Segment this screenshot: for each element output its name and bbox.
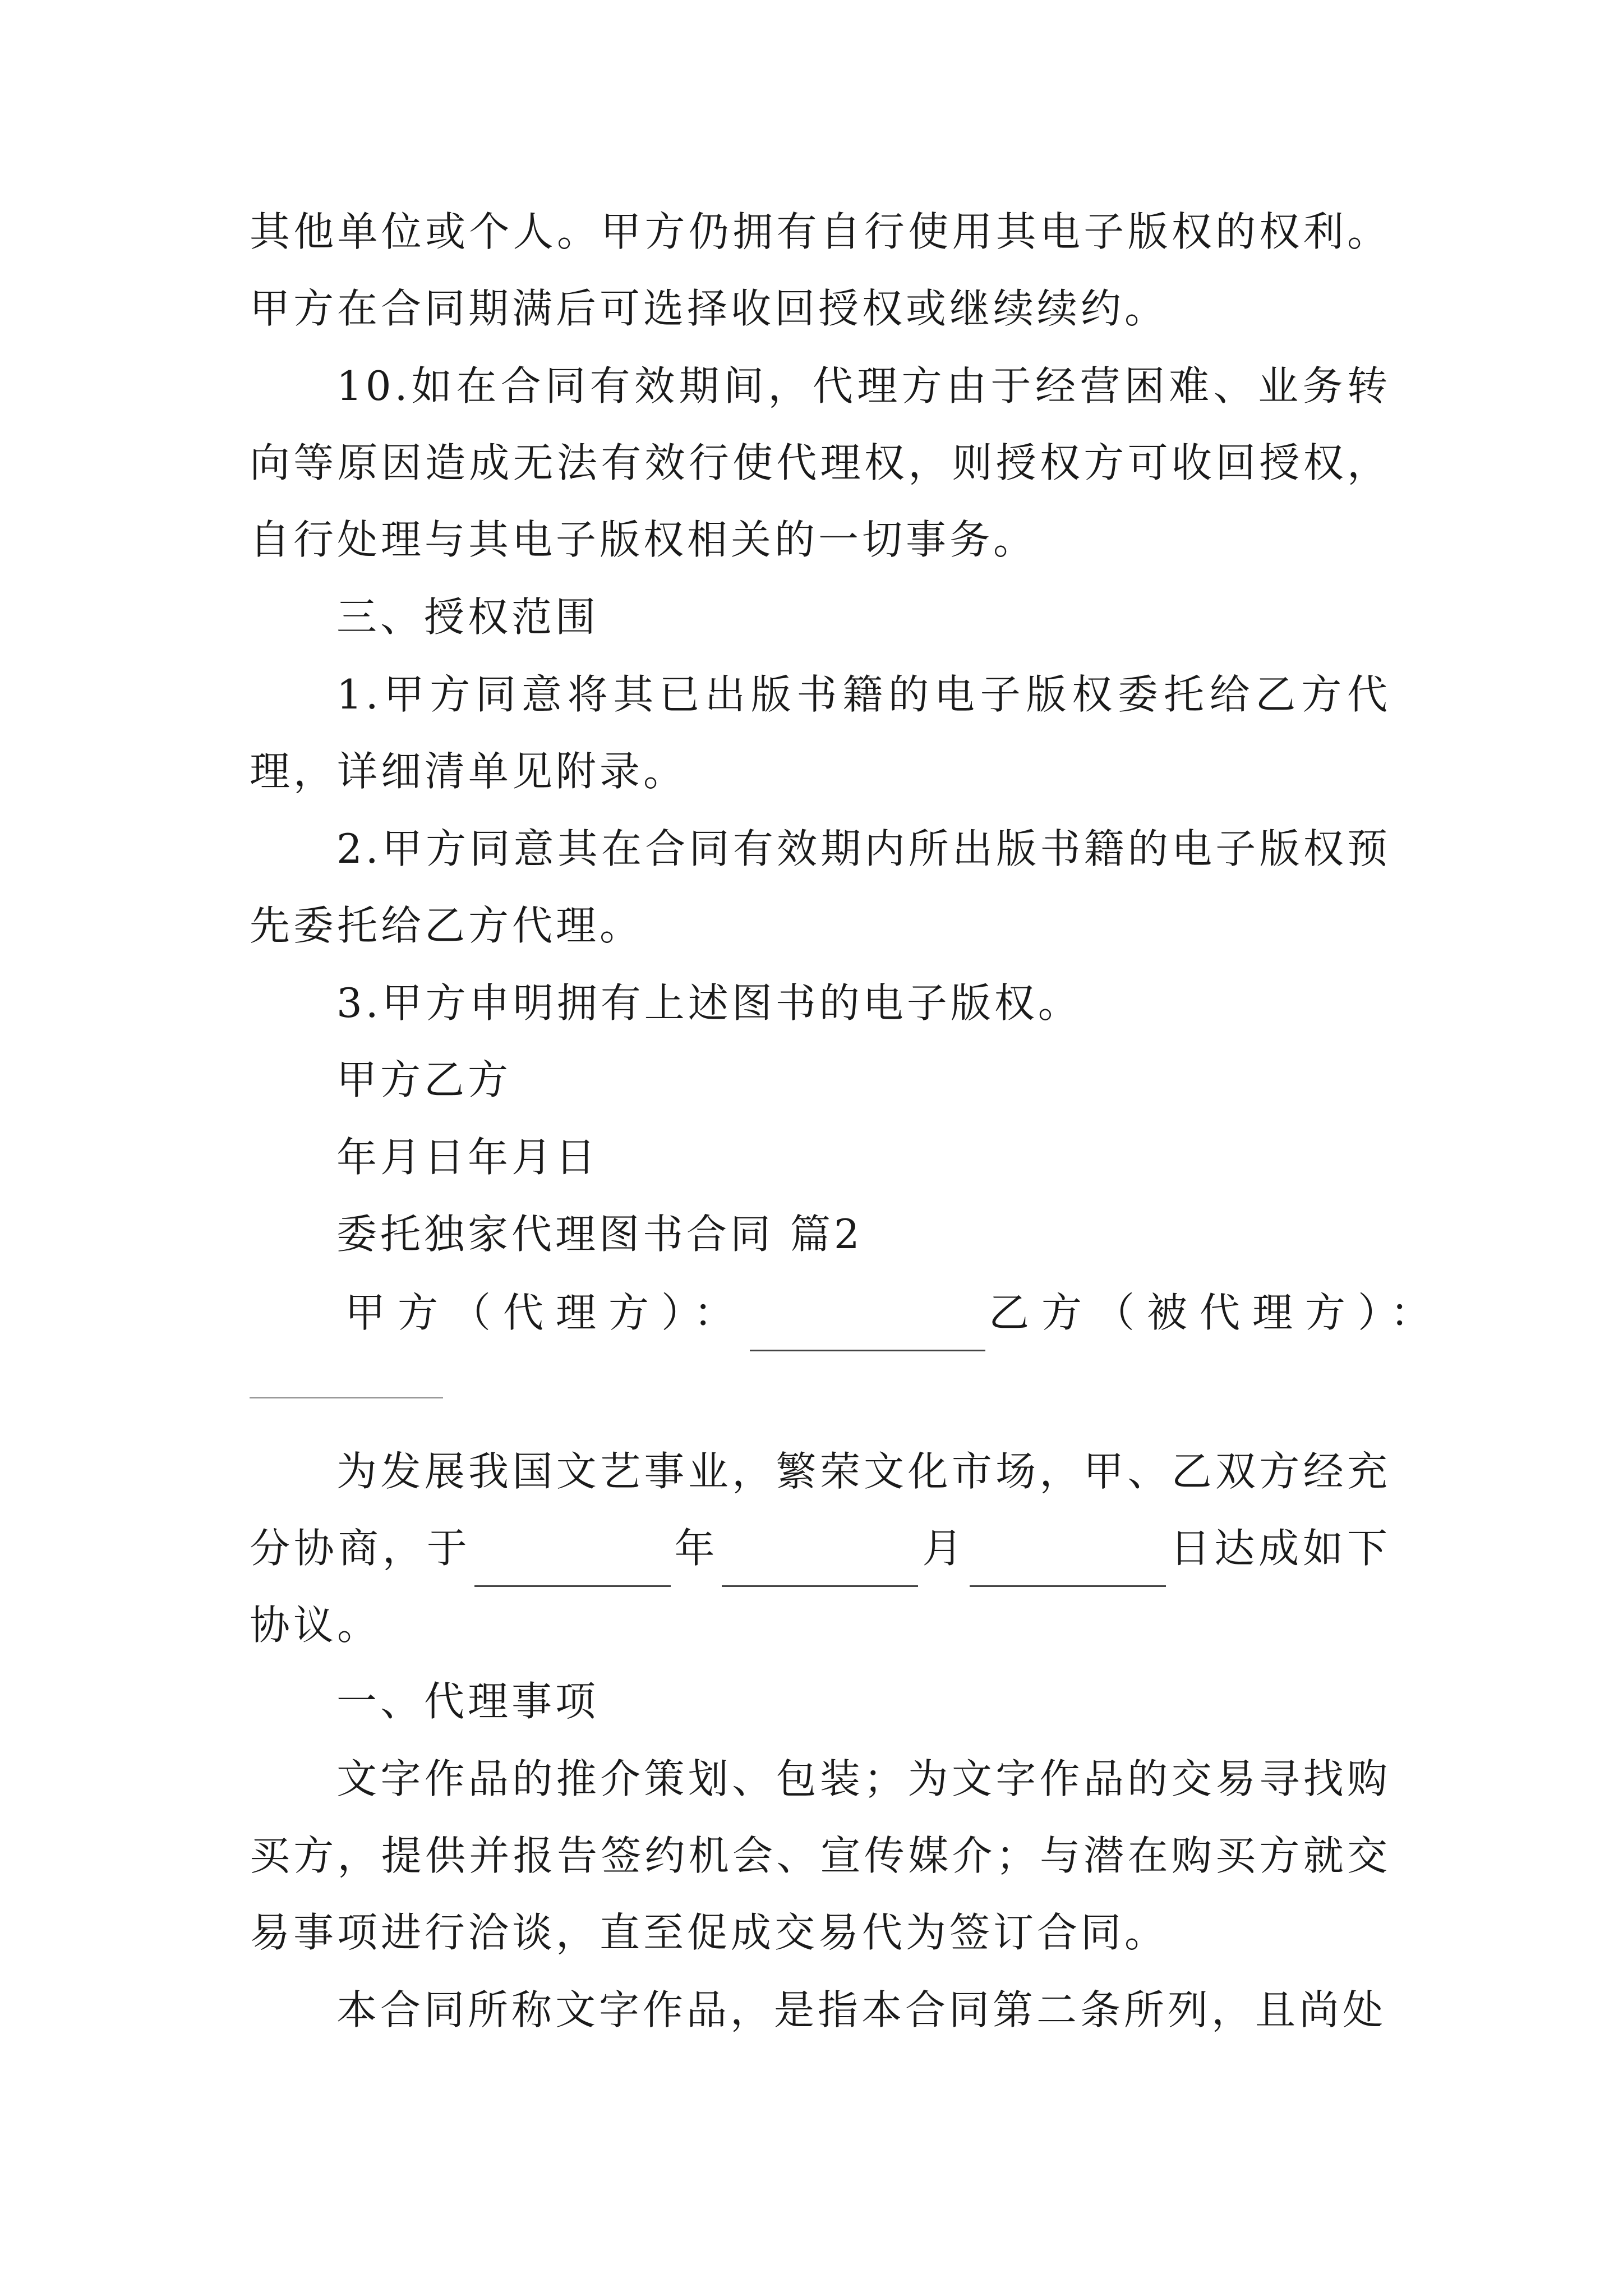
paragraph-scope-item-3: 3.甲方申明拥有上述图书的电子版权。 — [336, 979, 1082, 1027]
day-blank — [970, 1546, 1166, 1587]
paragraph-scope-item-2: 2.甲方同意其在合同有效期内所出版书籍的电子版权预先委托给乙方代理。 — [250, 825, 1391, 949]
party-line — [345, 1274, 1486, 1351]
year-label: 年 — [674, 1525, 719, 1572]
section-heading-authorization-scope: 三、授权范围 — [336, 593, 600, 641]
paragraph-item-10: 10.如在合同有效期间，代理方由于经营困难、业务转向等原因造成无法有效行使代理权，则授权方可收回授权，自行处理与其电子版权相关的一切事务。 — [250, 362, 1391, 563]
paragraph-scope-item-1: 1.甲方同意将其已出版书籍的电子版权委托给乙方代理，详细清单见附录。 — [250, 671, 1391, 795]
signature-parties: 甲方乙方 — [336, 1056, 512, 1103]
intro-text-2: 日达成如下协议。 — [250, 1525, 1391, 1649]
party-a-blank — [750, 1310, 985, 1351]
year-blank — [474, 1546, 671, 1587]
paragraph-agency-matters: 文字作品的推介策划、包装；为文字作品的交易寻找购买方，提供并报告签约机会、宣传媒介；与潜在购买方就交易事项进行洽谈，直至促成交易代为签订合同。 — [250, 1755, 1391, 1956]
party-a-label: 甲方（代理方）： — [345, 1289, 747, 1336]
intro-text-1: 为发展我国文艺事业，繁荣文化市场，甲、乙双方经充分协商，于 — [250, 1448, 1391, 1572]
signature-dates: 年月日年月日 — [336, 1134, 600, 1181]
paragraph-continuation: 其他单位或个人。甲方仍拥有自行使用其电子版权的权利。甲方在合同期满后可选择收回授权或继续续约。 — [250, 208, 1391, 332]
paragraph-last: 本合同所称文字作品，是指本合同第二条所列，且尚处 — [336, 1986, 1387, 2033]
month-blank — [722, 1546, 918, 1587]
section-heading-agency-matters: 一、代理事项 — [336, 1678, 600, 1725]
party-b-blank — [250, 1397, 443, 1398]
paragraph-intro — [250, 1433, 1391, 1664]
contract-title: 委托独家代理图书合同 篇2 — [336, 1211, 863, 1258]
month-label: 月 — [921, 1525, 967, 1572]
party-b-label: 乙方（被代理方）： — [989, 1289, 1444, 1336]
